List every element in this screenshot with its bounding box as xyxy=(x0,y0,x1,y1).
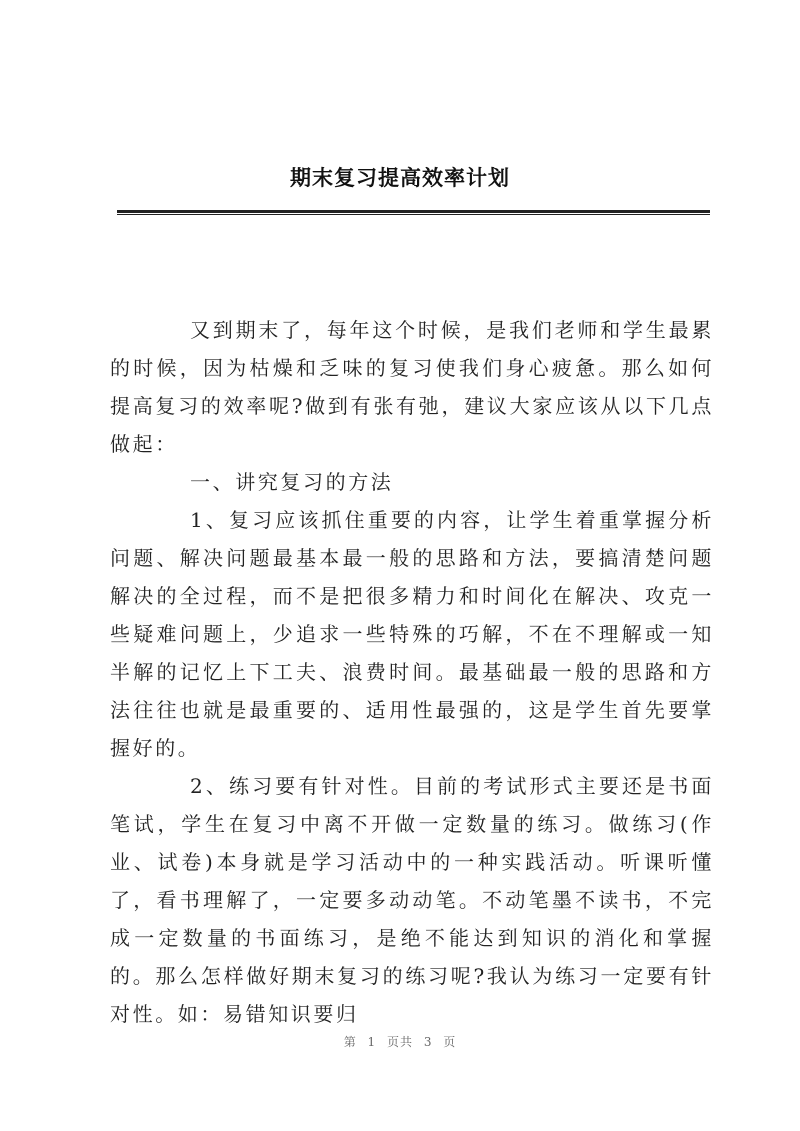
paragraph-point-1: 1、复习应该抓住重要的内容，让学生着重掌握分析问题、解决问题最基本最一般的思路和方法，要搞清楚问题解决的全过程，而不是把很多精力和时间化在解决、攻克一些疑难问题上，少追求一些特殊的巧解，不在不理解或一知半解的记忆上下工夫、浪费时间。最基础最一般的思路和方法往往也就是最重要的、适用性最强的，这是学生首先要掌握好的。 xyxy=(110,508,714,760)
paragraph-section-heading: 一、讲究复习的方法 xyxy=(190,470,394,494)
title-rule-thick xyxy=(117,210,710,213)
title-rule-thin xyxy=(117,214,710,215)
document-title: 期末复习提高效率计划 xyxy=(290,166,510,190)
document-body xyxy=(110,311,714,1033)
paragraph-point-2: 2、练习要有针对性。目前的考试形式主要还是书面笔试，学生在复习中离不开做一定数量的练习。做练习(作业、试卷)本身就是学习活动中的一种实践活动。听课听懂了，看书理解了，一定要多动动笔。不动笔墨不读书，不完成一定数量的书面练习，是绝不能达到知识的消化和掌握的。那么怎样做好期末复习的练习呢?我认为练习一定要有针对性。如：易错知识要归 xyxy=(110,774,714,1026)
paragraph-intro: 又到期末了，每年这个时候，是我们老师和学生最累的时候，因为枯燥和乏味的复习使我们身心疲惫。那么如何提高复习的效率呢?做到有张有弛，建议大家应该从以下几点做起： xyxy=(110,318,714,456)
page-footer: 第 1 页共 3 页 xyxy=(343,1035,457,1049)
